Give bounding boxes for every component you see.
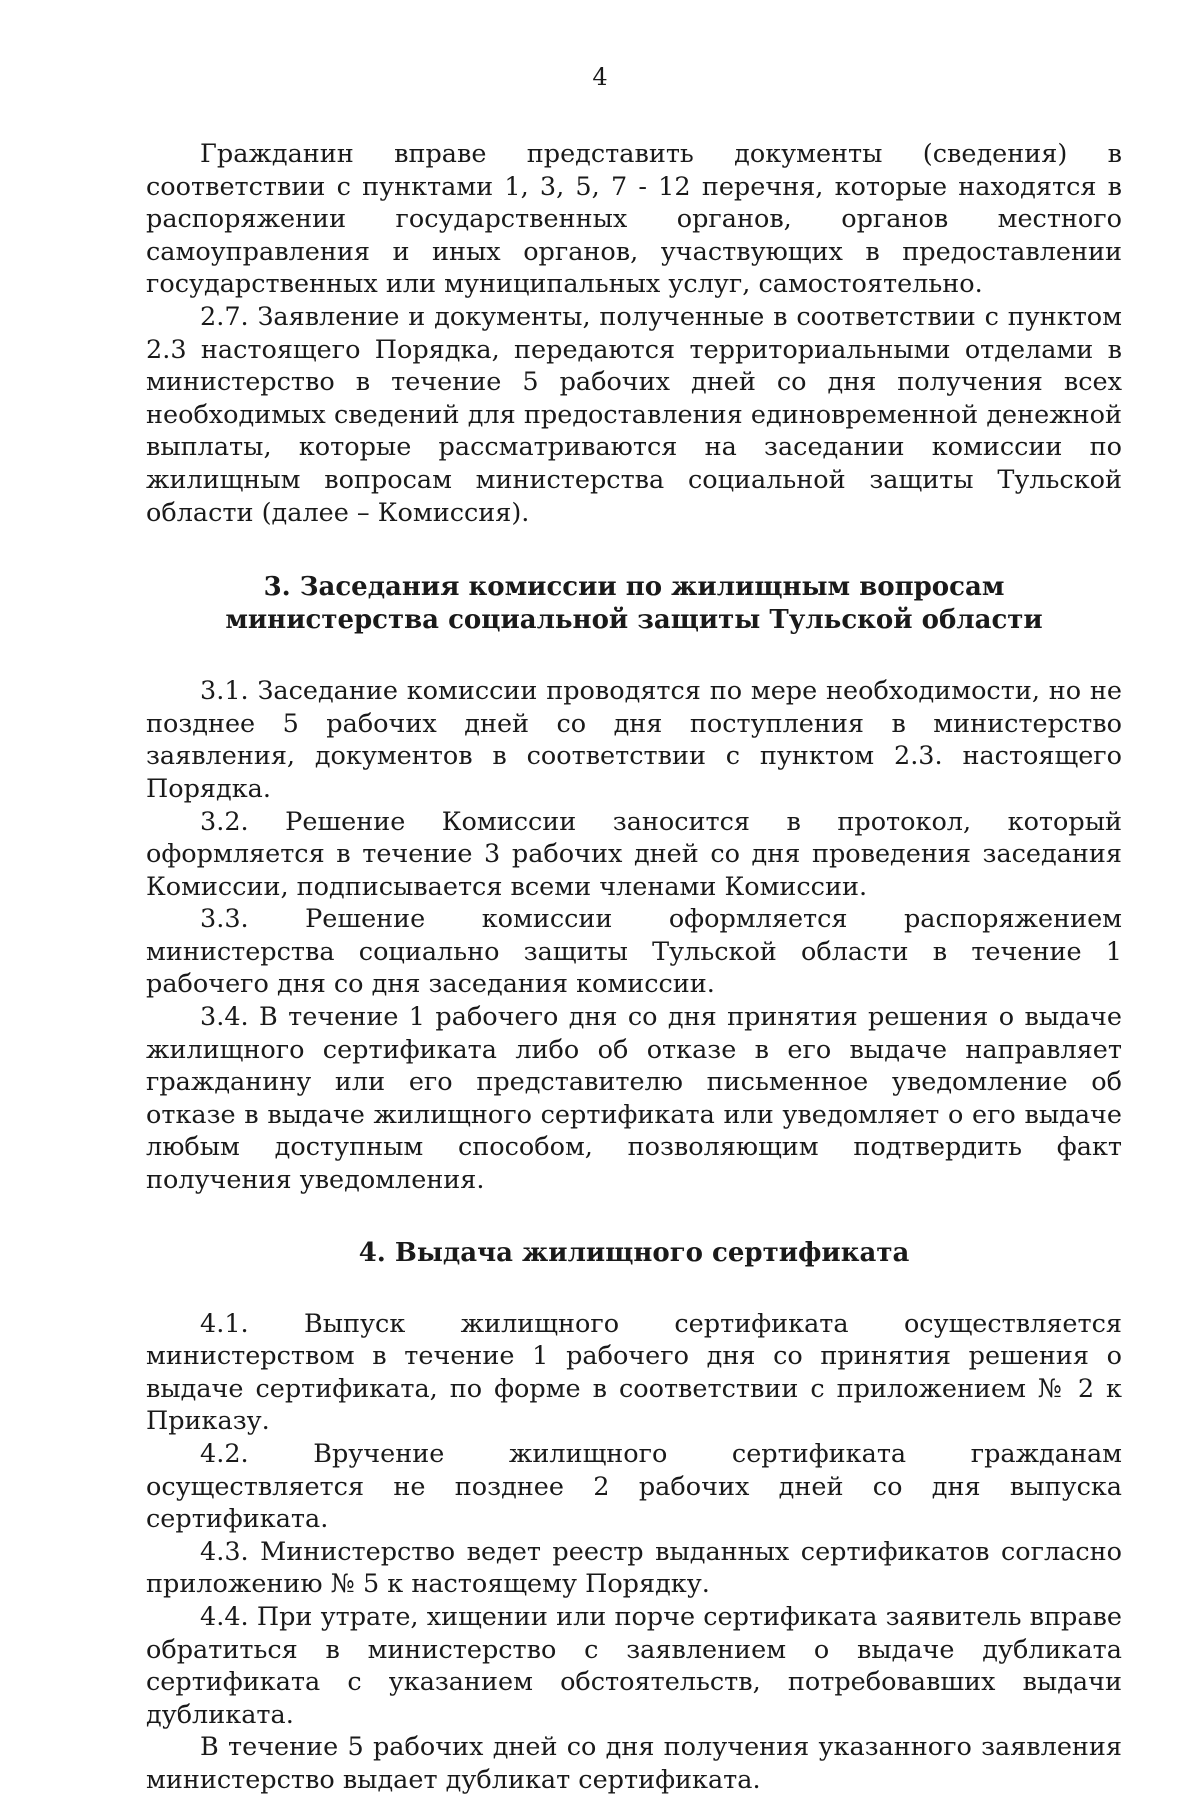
page-number: 4 <box>592 63 608 91</box>
section-4-heading <box>146 1237 1122 1270</box>
paragraph-duplicate-issue: В течение 5 рабочих дней со дня получения указанного заявления министерство выдает дубликат сертификата. <box>146 1732 1122 1795</box>
paragraph-3-2: 3.2. Решение Комиссии заносится в протокол, который оформляется в течение 3 рабочих дней со дня проведения заседания Комиссии, подписывается всеми членами Комиссии. <box>146 806 1122 902</box>
paragraph-4-3: 4.3. Министерство ведет реестр выданных сертификатов согласно приложению № 5 к настоящему Порядку. <box>146 1536 1122 1600</box>
document-body <box>146 138 1122 1797</box>
paragraph-3-3: 3.3. Решение комиссии оформляется распоряжением министерства социально защиты Тульской области в течение 1 рабочего дня со дня заседания комиссии. <box>146 904 1122 1000</box>
section-3-heading <box>146 571 1122 637</box>
section-3-heading-line-2: министерства социальной защиты Тульской области <box>225 605 1043 636</box>
paragraph-3-4: 3.4. В течение 1 рабочего дня со дня принятия решения о выдаче жилищного сертификата либо об отказе в его выдаче направляет гражданину или его представителю письменное уведомление об отказе в выдаче жилищного сертификата или уведомляет о его выдаче любым доступным способом, позволяющим подтвердить факт получения уведомления. <box>146 1002 1122 1196</box>
paragraph-3-1: 3.1. Заседание комиссии проводятся по мере необходимости, но не позднее 5 рабочих дней со дня поступления в министерство заявления, документов в соответствии с пунктом 2.3. настоящего Порядка. <box>146 676 1122 804</box>
paragraph-2-7: 2.7. Заявление и документы, полученные в соответствии с пунктом 2.3 настоящего Порядка, передаются территориальными отделами в министерство в течение 5 рабочих дней со дня получения всех необходимых сведений для предоставления единовременной денежной выплаты, которые рассматриваются на заседании комиссии по жилищным вопросам министерства социальной защиты Тульской области (далее – Комиссия). <box>146 301 1122 528</box>
section-4-heading-line: 4. Выдача жилищного сертификата <box>358 1237 910 1268</box>
section-3-heading-line-1: 3. Заседания комиссии по жилищным вопросам <box>263 572 1005 603</box>
paragraph-4-2: 4.2. Вручение жилищного сертификата гражданам осуществляется не позднее 2 рабочих дней со дня выпуска сертификата. <box>146 1439 1122 1535</box>
paragraph-citizen-rights: Гражданин вправе представить документы (сведения) в соответствии с пунктами 1, 3, 5, 7 - 12 перечня, которые находятся в распоряжении государственных органов, органов местного самоуправления и иных органов, участвующих в предоставлении государственных или муниципальных услуг, самостоятельно. <box>146 139 1122 300</box>
paragraph-4-4: 4.4. При утрате, хищении или порче сертификата заявитель вправе обратиться в министерство с заявлением о выдаче дубликата сертификата с указанием обстоятельств, потребовавших выдачи дубликата. <box>146 1601 1122 1730</box>
paragraph-4-1: 4.1. Выпуск жилищного сертификата осуществляется министерством в течение 1 рабочего дня со принятия решения о выдаче сертификата, по форме в соответствии с приложением № 2 к Приказу. <box>146 1308 1122 1437</box>
